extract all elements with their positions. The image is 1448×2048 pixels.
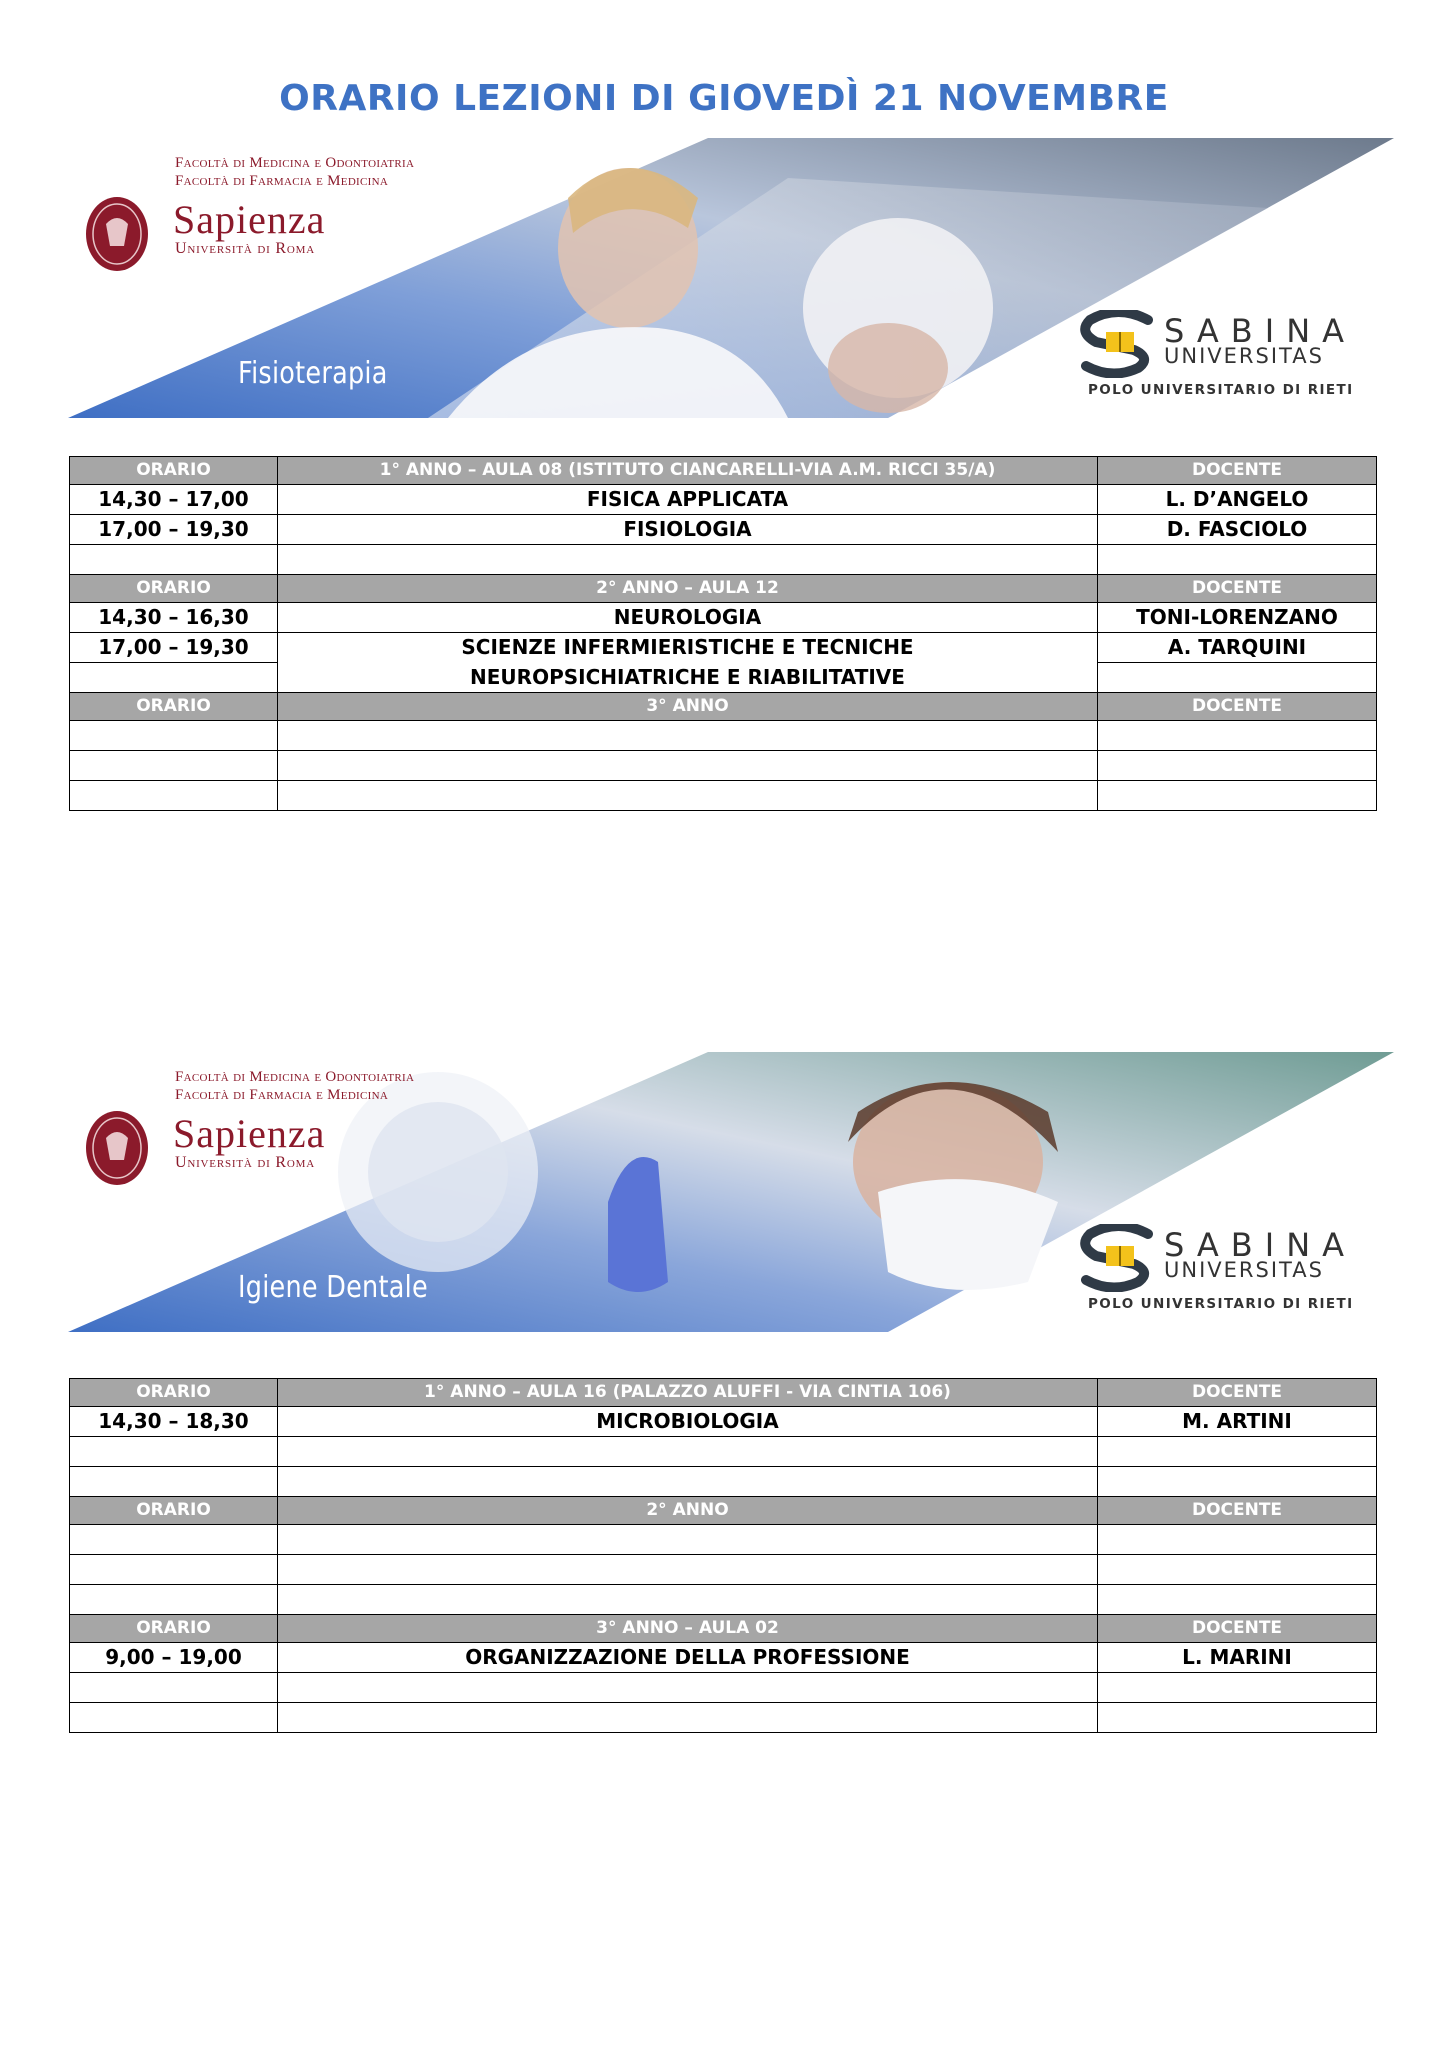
docente-header: DOCENTE: [1098, 457, 1377, 485]
faculty-line-1: Facoltà di Medicina e Odontoiatria: [175, 155, 415, 171]
sabina-logo: [1068, 310, 1368, 406]
time-cell: [70, 1555, 278, 1585]
faculty-line-2: Facoltà di Farmacia e Medicina: [175, 173, 389, 189]
time-cell: [70, 545, 278, 575]
teacher-cell: L. D’ANGELO: [1098, 485, 1377, 515]
subject-cell: [278, 1437, 1098, 1467]
table-row: [70, 485, 1377, 515]
subject-cell: SCIENZE INFERMIERISTICHE E TECNICHE: [278, 633, 1098, 663]
universitas-wordmark: UNIVERSITAS: [1164, 1258, 1324, 1282]
orario-header: ORARIO: [70, 457, 278, 485]
time-cell: [70, 721, 278, 751]
polo-wordmark: POLO UNIVERSITARIO DI RIETI: [1088, 1296, 1354, 1312]
time-cell: [70, 781, 278, 811]
year-header: 2° ANNO: [278, 1497, 1098, 1525]
time-cell: [70, 751, 278, 781]
universita-wordmark: Università di Roma: [175, 1154, 315, 1171]
docente-header: DOCENTE: [1098, 1497, 1377, 1525]
year-header: 1° ANNO – AULA 16 (PALAZZO ALUFFI - VIA CINTIA 106): [278, 1379, 1098, 1407]
orario-header: ORARIO: [70, 693, 278, 721]
table-row: [70, 1585, 1377, 1615]
subject-cell: ORGANIZZAZIONE DELLA PROFESSIONE: [278, 1643, 1098, 1673]
teacher-cell: [1098, 1437, 1377, 1467]
sabina-wordmark: SABINA: [1164, 312, 1357, 350]
docente-header: DOCENTE: [1098, 1615, 1377, 1643]
subject-cell: [278, 1703, 1098, 1733]
table-row: [70, 1525, 1377, 1555]
polo-wordmark: POLO UNIVERSITARIO DI RIETI: [1088, 382, 1354, 398]
subject-cell: [278, 751, 1098, 781]
sapienza-wordmark: Sapienza: [173, 1111, 326, 1156]
table-row: [70, 1555, 1377, 1585]
sabina-s-book-icon: [1078, 1224, 1162, 1292]
orario-header: ORARIO: [70, 1615, 278, 1643]
year-header: 2° ANNO – AULA 12: [278, 575, 1098, 603]
teacher-cell: [1098, 663, 1377, 693]
orario-header: ORARIO: [70, 1379, 278, 1407]
subject-cell: [278, 1525, 1098, 1555]
year-header: 3° ANNO: [278, 693, 1098, 721]
universitas-wordmark: UNIVERSITAS: [1164, 344, 1324, 368]
page-title: ORARIO LEZIONI DI GIOVEDÌ 21 NOVEMBRE: [279, 78, 1169, 119]
teacher-cell: A. TARQUINI: [1098, 633, 1377, 663]
subject-cell: [278, 781, 1098, 811]
time-cell: [70, 663, 278, 693]
course-name: Igiene Dentale: [238, 1270, 428, 1305]
time-cell: [70, 1703, 278, 1733]
table-row: [70, 1673, 1377, 1703]
table-row: [70, 1437, 1377, 1467]
sabina-wordmark: SABINA: [1164, 1226, 1357, 1264]
time-cell: 14,30 – 18,30: [70, 1407, 278, 1437]
teacher-cell: D. FASCIOLO: [1098, 515, 1377, 545]
teacher-cell: [1098, 1525, 1377, 1555]
table-row: [70, 1407, 1377, 1437]
teacher-cell: [1098, 1555, 1377, 1585]
year-header-row: [70, 1615, 1377, 1643]
year-header-row: [70, 575, 1377, 603]
year-header-row: [70, 1497, 1377, 1525]
teacher-cell: M. ARTINI: [1098, 1407, 1377, 1437]
teacher-cell: L. MARINI: [1098, 1643, 1377, 1673]
schedule-table-fisioterapia: [69, 456, 1377, 811]
year-header-row: [70, 457, 1377, 485]
teacher-cell: TONI-LORENZANO: [1098, 603, 1377, 633]
course-name: Fisioterapia: [238, 356, 388, 391]
time-cell: [70, 1437, 278, 1467]
table-row: [70, 1643, 1377, 1673]
subject-cell: [278, 721, 1098, 751]
subject-cell: [278, 545, 1098, 575]
table-row: [70, 663, 1377, 693]
teacher-cell: [1098, 1467, 1377, 1497]
subject-cell: NEUROLOGIA: [278, 603, 1098, 633]
time-cell: [70, 1525, 278, 1555]
sapienza-seal-icon: [84, 1108, 150, 1188]
teacher-cell: [1098, 751, 1377, 781]
table-row: [70, 751, 1377, 781]
table-row: [70, 545, 1377, 575]
faculty-line-1: Facoltà di Medicina e Odontoiatria: [175, 1069, 415, 1085]
subject-cell: [278, 1555, 1098, 1585]
table-row: [70, 603, 1377, 633]
time-cell: [70, 1673, 278, 1703]
docente-header: DOCENTE: [1098, 575, 1377, 603]
year-header-row: [70, 693, 1377, 721]
docente-header: DOCENTE: [1098, 693, 1377, 721]
teacher-cell: [1098, 1703, 1377, 1733]
subject-cell: MICROBIOLOGIA: [278, 1407, 1098, 1437]
table-row: [70, 721, 1377, 751]
teacher-cell: [1098, 1585, 1377, 1615]
orario-header: ORARIO: [70, 1497, 278, 1525]
subject-cell: [278, 1467, 1098, 1497]
time-cell: 17,00 – 19,30: [70, 515, 278, 545]
subject-cell: [278, 1585, 1098, 1615]
table-row: [70, 1703, 1377, 1733]
schedule-table-igiene-dentale: [69, 1378, 1377, 1733]
year-header-row: [70, 1379, 1377, 1407]
time-cell: 9,00 – 19,00: [70, 1643, 278, 1673]
year-header: 3° ANNO – AULA 02: [278, 1615, 1098, 1643]
year-header: 1° ANNO – AULA 08 (ISTITUTO CIANCARELLI-VIA A.M. RICCI 35/A): [278, 457, 1098, 485]
teacher-cell: [1098, 721, 1377, 751]
subject-cell: NEUROPSICHIATRICHE E RIABILITATIVE: [278, 663, 1098, 693]
time-cell: [70, 1467, 278, 1497]
table-row: [70, 633, 1377, 663]
time-cell: [70, 1585, 278, 1615]
time-cell: 14,30 – 16,30: [70, 603, 278, 633]
subject-cell: [278, 1673, 1098, 1703]
teacher-cell: [1098, 781, 1377, 811]
faculty-line-2: Facoltà di Farmacia e Medicina: [175, 1087, 389, 1103]
time-cell: 17,00 – 19,30: [70, 633, 278, 663]
sabina-s-book-icon: [1078, 310, 1162, 378]
time-cell: 14,30 – 17,00: [70, 485, 278, 515]
universita-wordmark: Università di Roma: [175, 240, 315, 257]
table-row: [70, 781, 1377, 811]
sapienza-wordmark: Sapienza: [173, 197, 326, 242]
teacher-cell: [1098, 545, 1377, 575]
banner-fisioterapia: [68, 138, 1394, 418]
sapienza-seal-icon: [84, 194, 150, 274]
subject-cell: FISICA APPLICATA: [278, 485, 1098, 515]
banner-igiene-dentale: [68, 1052, 1394, 1332]
orario-header: ORARIO: [70, 575, 278, 603]
table-row: [70, 515, 1377, 545]
sabina-logo: [1068, 1224, 1368, 1320]
table-row: [70, 1467, 1377, 1497]
teacher-cell: [1098, 1673, 1377, 1703]
subject-cell: FISIOLOGIA: [278, 515, 1098, 545]
docente-header: DOCENTE: [1098, 1379, 1377, 1407]
